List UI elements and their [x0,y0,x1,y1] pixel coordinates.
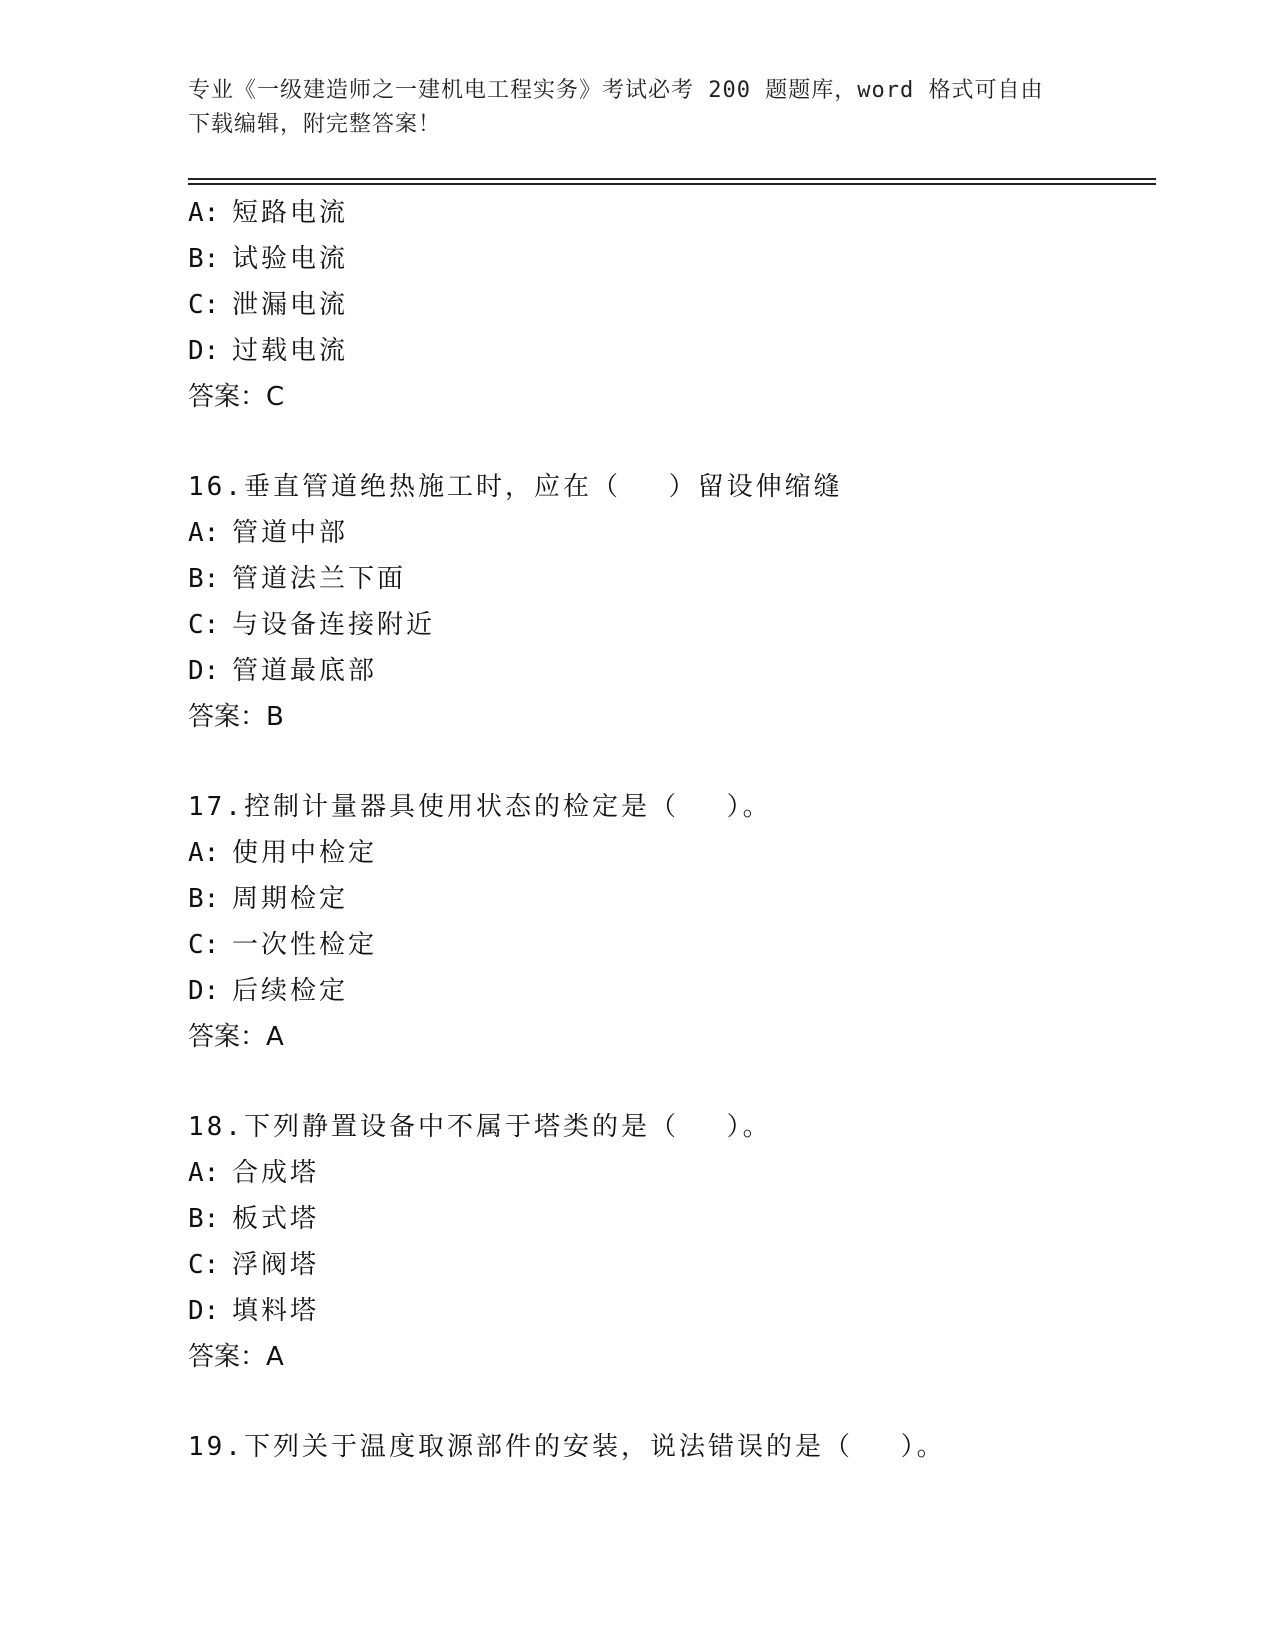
option-letter: C: [188,1250,220,1280]
question-block [188,784,1148,1060]
option-letter: C: [188,610,220,640]
option-b [188,1196,1148,1242]
option-d [188,968,1148,1014]
answer-line: 答案：A [188,1342,284,1372]
option-letter: A: [188,518,220,548]
option-c [188,602,1148,648]
option-text: 一次性检定 [232,930,378,960]
option-text: 合成塔 [232,1158,320,1188]
option-b [188,556,1148,602]
option-text: 后续检定 [232,976,349,1006]
question-block [188,464,1148,740]
option-text: 管道法兰下面 [232,564,407,594]
header-rule-bottom [188,183,1156,185]
option-a [188,190,1148,236]
answer-line: 答案：B [188,702,284,732]
document-header [188,74,1088,142]
question-stem: 17.控制计量器具使用状态的检定是（ ）。 [188,792,772,822]
option-c [188,922,1148,968]
option-text: 泄漏电流 [232,290,349,320]
option-letter: B: [188,1204,220,1234]
option-letter: A: [188,838,220,868]
option-c [188,1242,1148,1288]
option-letter: A: [188,198,220,228]
option-text: 管道最底部 [232,656,378,686]
option-letter: D: [188,656,220,686]
option-text: 填料塔 [232,1296,320,1326]
header-line-2: 下载编辑，附完整答案！ [188,112,442,137]
question-block [188,1424,1148,1470]
option-text: 与设备连接附近 [232,610,436,640]
option-d [188,1288,1148,1334]
option-c [188,282,1148,328]
option-letter: C: [188,930,220,960]
option-a [188,510,1148,556]
option-letter: B: [188,884,220,914]
option-text: 管道中部 [232,518,349,548]
option-text: 使用中检定 [232,838,378,868]
question-list [188,190,1148,1470]
question-block [188,1104,1148,1380]
question-stem: 16.垂直管道绝热施工时，应在（ ）留设伸缩缝 [188,472,843,502]
option-text: 短路电流 [232,198,349,228]
option-a [188,830,1148,876]
header-rule-top [188,178,1156,180]
question-block [188,190,1148,420]
option-text: 浮阀塔 [232,1250,320,1280]
option-letter: A: [188,1158,220,1188]
option-letter: C: [188,290,220,320]
option-letter: D: [188,1296,220,1326]
answer-line: 答案：A [188,1022,284,1052]
option-letter: D: [188,976,220,1006]
answer-line: 答案：C [188,382,285,412]
option-b [188,236,1148,282]
option-a [188,1150,1148,1196]
option-d [188,648,1148,694]
option-text: 周期检定 [232,884,349,914]
option-letter: D: [188,336,220,366]
question-stem: 19.下列关于温度取源部件的安装，说法错误的是（ ）。 [188,1432,946,1462]
option-letter: B: [188,564,220,594]
option-d [188,328,1148,374]
option-letter: B: [188,244,220,274]
option-text: 过载电流 [232,336,349,366]
option-b [188,876,1148,922]
question-stem: 18.下列静置设备中不属于塔类的是（ ）。 [188,1112,772,1142]
option-text: 板式塔 [232,1204,320,1234]
option-text: 试验电流 [232,244,349,274]
header-line-1: 专业《一级建造师之一建机电工程实务》考试必考 200 题题库，word 格式可自由 [188,78,1044,103]
